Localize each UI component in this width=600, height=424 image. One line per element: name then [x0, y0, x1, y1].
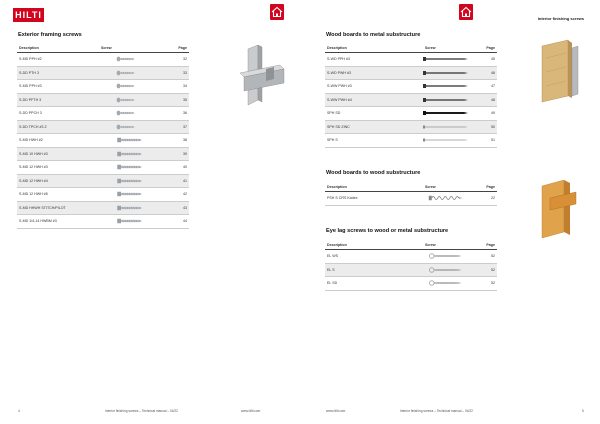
row-page-link[interactable]: 34 — [157, 80, 189, 94]
row-description: S-WD PPH #3 — [325, 53, 423, 67]
row-description: S-WW PWH #3 — [325, 80, 423, 94]
footer-url[interactable]: www.hilti.com — [326, 409, 346, 413]
screw-image — [423, 53, 471, 67]
col-screw: Screw — [423, 182, 471, 192]
screw-image — [99, 147, 157, 161]
footer-title: Interior finishing screws – Technical manual – 04/22 — [400, 409, 473, 413]
section-title-eye-lag: Eye lag screws to wood or metal substructure — [326, 228, 449, 234]
col-description: Description — [325, 240, 423, 250]
row-description: S-DD PTH 3 — [17, 66, 99, 80]
row-page-link[interactable]: 42 — [157, 188, 189, 202]
table-row[interactable] — [17, 120, 189, 134]
table-row[interactable] — [325, 93, 497, 107]
wood-metal-illustration — [538, 38, 583, 103]
screw-image — [423, 80, 471, 94]
screw-image — [99, 188, 157, 202]
screw-image — [99, 215, 157, 229]
col-screw: Screw — [99, 43, 157, 53]
row-page-link[interactable]: 22 — [471, 192, 497, 206]
table-row[interactable] — [17, 93, 189, 107]
row-description: S-MD HHWH STITCH/PILOT — [17, 201, 99, 215]
row-description: S-MD 12 HWH #3 — [17, 161, 99, 175]
screw-image — [99, 201, 157, 215]
home-icon[interactable] — [270, 4, 284, 20]
row-page-link[interactable]: 44 — [157, 215, 189, 229]
row-description: SPH S — [325, 134, 423, 148]
screw-image — [423, 250, 471, 264]
row-page-link[interactable]: 43 — [157, 201, 189, 215]
row-description: PSH S CRS Kadex — [325, 192, 423, 206]
row-description: S-WW PWH #4 — [325, 93, 423, 107]
row-page-link[interactable]: 48 — [471, 93, 497, 107]
row-page-link[interactable]: 32 — [157, 53, 189, 67]
screw-image — [423, 93, 471, 107]
table-row[interactable] — [325, 80, 497, 94]
row-page-link[interactable]: 35 — [157, 93, 189, 107]
metal-framing-illustration — [240, 45, 285, 110]
table-row[interactable] — [325, 66, 497, 80]
screw-image — [423, 192, 471, 206]
footer-page-number: 5 — [582, 409, 584, 413]
screw-image — [99, 134, 157, 148]
row-page-link[interactable]: 33 — [157, 66, 189, 80]
col-screw: Screw — [423, 43, 471, 53]
row-page-link[interactable]: 52 — [471, 263, 497, 277]
row-description: S-MD 1/4-14 HWBM #3 — [17, 215, 99, 229]
right-page — [300, 0, 600, 424]
screw-image — [423, 66, 471, 80]
footer-page-number: 4 — [18, 409, 20, 413]
col-screw: Screw — [423, 240, 471, 250]
row-page-link[interactable]: 37 — [157, 120, 189, 134]
screw-image — [99, 120, 157, 134]
table-row[interactable] — [325, 107, 497, 121]
row-page-link[interactable]: 51 — [471, 134, 497, 148]
row-page-link[interactable]: 39 — [157, 147, 189, 161]
row-page-link[interactable]: 49 — [471, 107, 497, 121]
row-description: EL S — [325, 263, 423, 277]
table-row[interactable] — [17, 174, 189, 188]
screw-image — [99, 80, 157, 94]
row-page-link[interactable]: 41 — [157, 174, 189, 188]
section-title-exterior: Exterior framing screws — [18, 32, 82, 38]
row-description: S-WD PWH #3 — [325, 66, 423, 80]
row-description: S-MD 10 HWH #3 — [17, 147, 99, 161]
row-page-link[interactable]: 38 — [157, 134, 189, 148]
table-row[interactable] — [325, 192, 497, 206]
wood-wood-table — [325, 182, 497, 206]
col-page: Page — [157, 43, 189, 53]
table-row[interactable] — [325, 134, 497, 148]
table-row[interactable] — [325, 120, 497, 134]
col-page: Page — [471, 240, 497, 250]
table-row[interactable] — [325, 53, 497, 67]
row-description: EL WS — [325, 250, 423, 264]
row-page-link[interactable]: 36 — [157, 107, 189, 121]
table-row[interactable] — [17, 161, 189, 175]
row-description: S-MD PPH #3 — [17, 80, 99, 94]
screw-image — [99, 174, 157, 188]
table-row[interactable] — [17, 201, 189, 215]
wood-wood-illustration — [540, 180, 580, 238]
table-row[interactable] — [325, 263, 497, 277]
section-title-wood-metal: Wood boards to metal substructure — [326, 32, 421, 38]
row-description: S-DD PPCH 3 — [17, 107, 99, 121]
table-row[interactable] — [17, 147, 189, 161]
header-section-label: Interior finishing screws — [537, 16, 584, 21]
screw-image — [99, 107, 157, 121]
footer-title: Interior finishing screws – Technical manual – 04/22 — [105, 409, 178, 413]
row-description: EL SD — [325, 277, 423, 291]
screw-image — [99, 53, 157, 67]
row-description: S-MD PPH #2 — [17, 53, 99, 67]
table-row[interactable] — [17, 188, 189, 202]
row-page-link[interactable]: 50 — [471, 120, 497, 134]
screw-image — [423, 263, 471, 277]
screw-image — [99, 93, 157, 107]
row-page-link[interactable]: 47 — [471, 80, 497, 94]
row-description: SPH SD ZINC — [325, 120, 423, 134]
screw-image — [99, 161, 157, 175]
wood-metal-table — [325, 43, 497, 148]
table-row[interactable] — [17, 134, 189, 148]
row-description: S-MD 12 HWH #5 — [17, 188, 99, 202]
row-description: S-DD TPCH #3 Z — [17, 120, 99, 134]
table-row[interactable] — [17, 66, 189, 80]
section-title-wood-wood: Wood boards to wood substructure — [326, 170, 421, 176]
screw-image — [423, 120, 471, 134]
row-description: S-DD PFTH 3 — [17, 93, 99, 107]
col-description: Description — [325, 182, 423, 192]
table-row[interactable] — [17, 80, 189, 94]
row-description: S-MD HWH #2 — [17, 134, 99, 148]
col-page: Page — [471, 43, 497, 53]
eye-lag-table — [325, 240, 497, 291]
col-page: Page — [471, 182, 497, 192]
screw-image — [99, 66, 157, 80]
row-page-link[interactable]: 52 — [471, 250, 497, 264]
home-icon[interactable] — [459, 4, 473, 20]
col-description: Description — [325, 43, 423, 53]
screw-image — [423, 134, 471, 148]
row-page-link[interactable]: 46 — [471, 66, 497, 80]
table-row[interactable] — [17, 215, 189, 229]
row-page-link[interactable]: 52 — [471, 277, 497, 291]
col-description: Description — [17, 43, 99, 53]
table-row[interactable] — [17, 53, 189, 67]
row-description: SPH SD — [325, 107, 423, 121]
table-row[interactable] — [17, 107, 189, 121]
table-row[interactable] — [325, 277, 497, 291]
table-row[interactable] — [325, 250, 497, 264]
hilti-logo[interactable]: HILTI — [13, 8, 44, 22]
screw-image — [423, 277, 471, 291]
row-page-link[interactable]: 40 — [157, 161, 189, 175]
footer-url[interactable]: www.hilti.com — [241, 409, 261, 413]
row-page-link[interactable]: 45 — [471, 53, 497, 67]
screw-image — [423, 107, 471, 121]
exterior-screws-table — [17, 43, 189, 229]
row-description: S-MD 12 HWH #4 — [17, 174, 99, 188]
